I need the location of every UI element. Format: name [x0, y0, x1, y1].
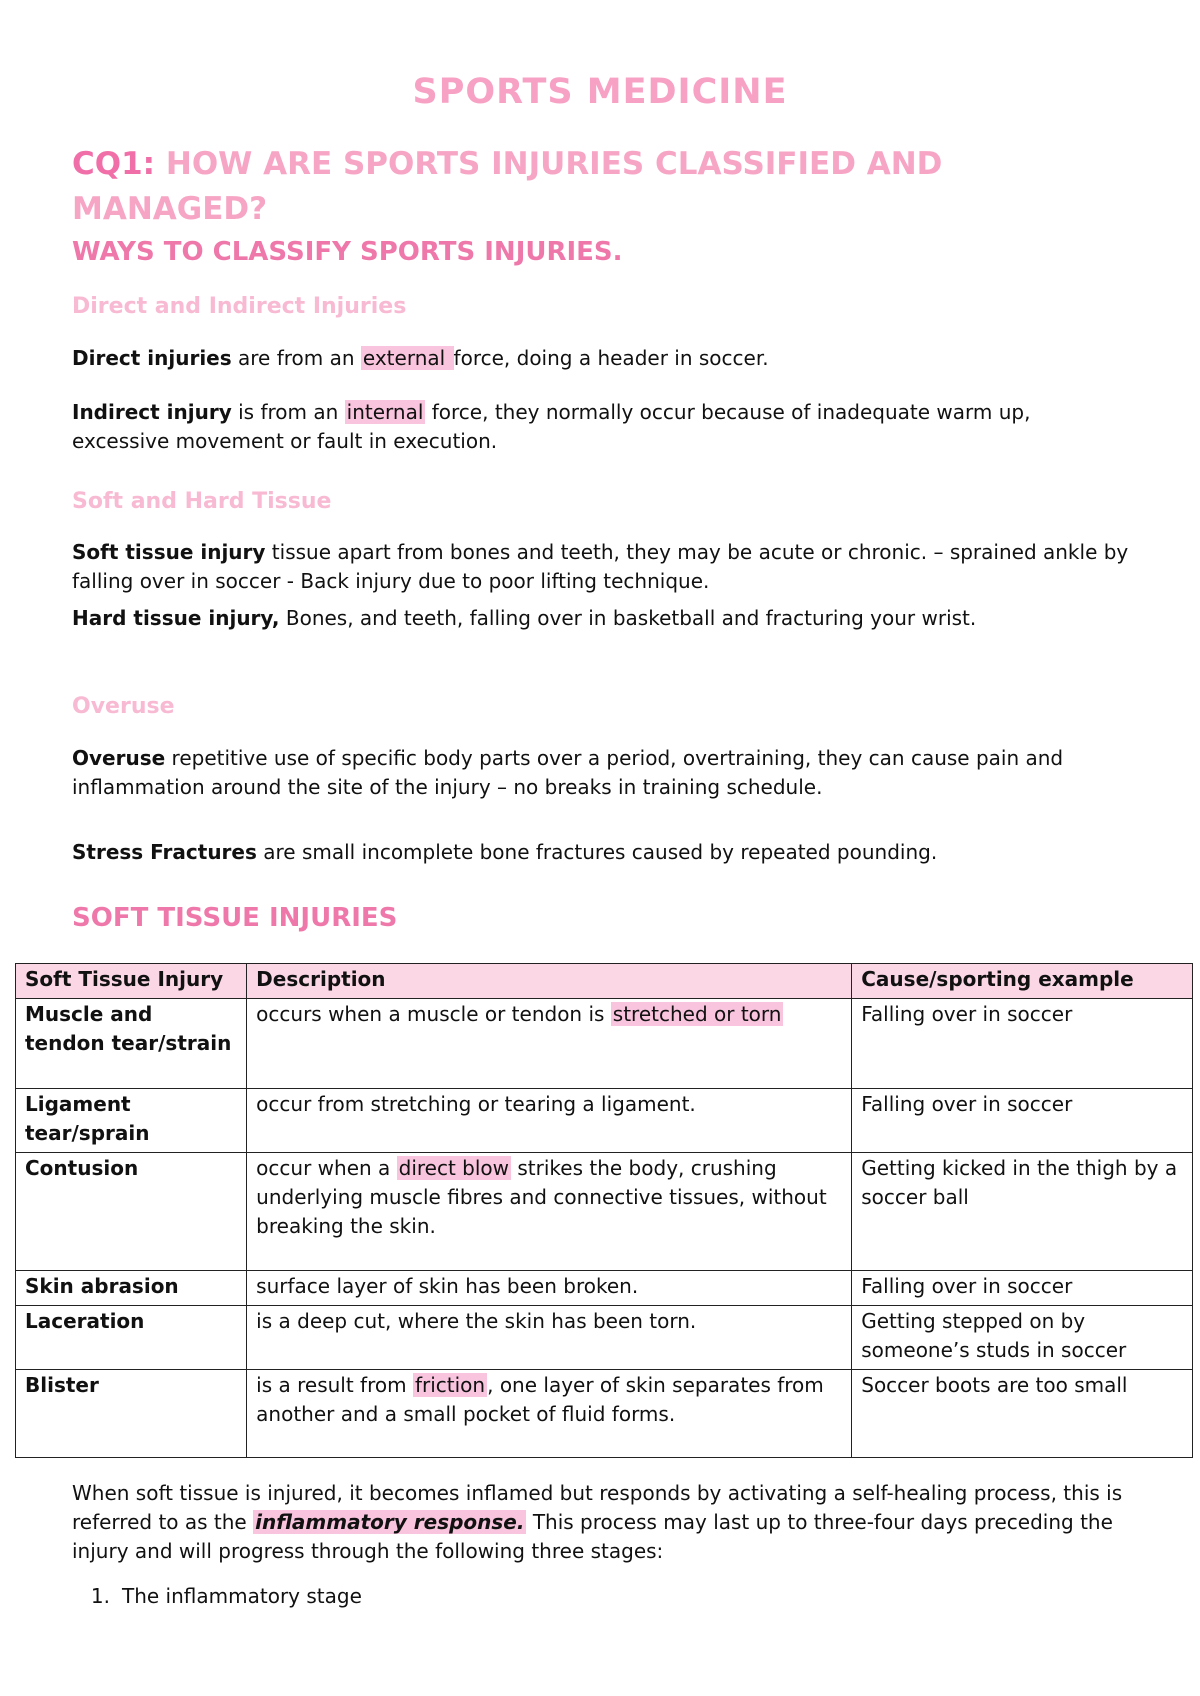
- paragraph-indirect-injury: [72, 398, 1132, 456]
- document-title: SPORTS MEDICINE: [412, 72, 788, 112]
- text: occur when a: [256, 1156, 397, 1180]
- cell-cause: Soccer boots are too small: [852, 1370, 1193, 1458]
- paragraph-inflammatory-response: [72, 1479, 1132, 1566]
- cell-cause: Falling over in soccer: [852, 1089, 1193, 1153]
- text: occur from stretching or tearing a ligament.: [256, 1092, 696, 1116]
- table-row: [16, 1089, 1193, 1153]
- column-header-injury: Soft Tissue Injury: [16, 964, 247, 999]
- text: When soft tissue is injured, it becomes inflamed but responds by activating a self-healing process, this is referred to as the: [72, 1481, 1123, 1534]
- term-indirect-injury: Indirect injury: [72, 400, 232, 424]
- text: force, doing a header in soccer.: [453, 346, 769, 370]
- table-row: [16, 1370, 1193, 1458]
- table-row: [16, 1271, 1193, 1306]
- cq-heading: [72, 142, 1132, 232]
- cell-injury-name: Contusion: [16, 1153, 247, 1271]
- section-heading-classify: WAYS TO CLASSIFY SPORTS INJURIES.: [72, 237, 623, 267]
- text: repetitive use of specific body parts over a period, overtraining, they can cause pain and inflammation around the site of the injury – no breaks in training schedule.: [72, 746, 1064, 799]
- list-item-text: The inflammatory stage: [122, 1584, 362, 1608]
- list-number: 1.: [90, 1584, 110, 1608]
- term-direct-injuries: Direct injuries: [72, 346, 232, 370]
- cell-description: [247, 1153, 852, 1271]
- paragraph-soft-tissue-injury: [72, 538, 1132, 596]
- paragraph-direct-injuries: [72, 344, 1132, 373]
- soft-tissue-injury-table: [15, 963, 1193, 1458]
- highlight-friction: friction: [414, 1373, 486, 1397]
- cell-injury-name: Ligament tear/sprain: [16, 1089, 247, 1153]
- cell-description: [247, 1089, 852, 1153]
- text: surface layer of skin has been broken.: [256, 1274, 639, 1298]
- section-heading-soft-tissue: SOFT TISSUE INJURIES: [72, 903, 398, 933]
- table-row: [16, 999, 1193, 1089]
- cell-injury-name: Blister: [16, 1370, 247, 1458]
- cell-injury-name: Skin abrasion: [16, 1271, 247, 1306]
- cell-cause: Getting kicked in the thigh by a soccer ball: [852, 1153, 1193, 1271]
- text: This process may last up to three-four days preceding the injury and will progress through the following three stages:: [72, 1510, 1113, 1563]
- cell-description: [247, 1271, 852, 1306]
- cell-cause: Getting stepped on by someone’s studs in soccer: [852, 1306, 1193, 1370]
- subheading-overuse: Overuse: [72, 694, 175, 719]
- cq-prefix: CQ1:: [72, 146, 156, 182]
- cell-injury-name: Muscle and tendon tear/strain: [16, 999, 247, 1089]
- cell-description: [247, 999, 852, 1089]
- text: tissue apart from bones and teeth, they may be acute or chronic. – sprained ankle by falling over in soccer - Back injury due to poor lifting technique.: [72, 540, 1129, 593]
- term-stress-fractures: Stress Fractures: [72, 840, 257, 864]
- table-row: [16, 1306, 1193, 1370]
- cell-description: [247, 1306, 852, 1370]
- text: occurs when a muscle or tendon is: [256, 1002, 611, 1026]
- text: is a deep cut, where the skin has been torn.: [256, 1309, 697, 1333]
- stages-list: [72, 1582, 362, 1611]
- cq-text: HOW ARE SPORTS INJURIES CLASSIFIED AND MANAGED?: [72, 146, 943, 227]
- table-row: [16, 1153, 1193, 1271]
- text: are small incomplete bone fractures caused by repeated pounding.: [256, 840, 938, 864]
- text: , one layer of skin separates from another and a small pocket of fluid forms.: [256, 1373, 824, 1426]
- subheading-soft-hard-tissue: Soft and Hard Tissue: [72, 489, 332, 514]
- text: force, they normally occur because of inadequate warm up, excessive movement or fault in execution.: [72, 400, 1031, 453]
- term-overuse: Overuse: [72, 746, 166, 770]
- cell-description: [247, 1370, 852, 1458]
- column-header-cause: Cause/sporting example: [852, 964, 1193, 999]
- paragraph-overuse: [72, 744, 1132, 802]
- term-soft-tissue-injury: Soft tissue injury: [72, 540, 266, 564]
- list-item: [72, 1582, 362, 1611]
- table-header-row: [16, 964, 1193, 999]
- highlight-direct-blow: direct blow: [398, 1156, 510, 1180]
- text: are from an: [231, 346, 361, 370]
- column-header-description: Description: [247, 964, 852, 999]
- highlight-inflammatory-response: inflammatory response.: [255, 1510, 525, 1534]
- paragraph-hard-tissue-injury: [72, 604, 1132, 633]
- text: Bones, and teeth, falling over in basketball and fracturing your wrist.: [279, 606, 977, 630]
- highlight-stretched-or-torn: stretched or torn: [612, 1002, 782, 1026]
- highlight-internal: internal: [346, 400, 424, 424]
- term-hard-tissue-injury: Hard tissue injury,: [72, 606, 280, 630]
- highlight-external: external: [362, 346, 452, 370]
- cell-cause: Falling over in soccer: [852, 1271, 1193, 1306]
- text: strikes the body, crushing underlying muscle fibres and connective tissues, without breaking the skin.: [256, 1156, 827, 1238]
- cell-cause: Falling over in soccer: [852, 999, 1193, 1089]
- subheading-direct-indirect: Direct and Indirect Injuries: [72, 294, 407, 319]
- text: is from an: [231, 400, 345, 424]
- paragraph-stress-fractures: [72, 838, 1132, 867]
- text: is a result from: [256, 1373, 413, 1397]
- cell-injury-name: Laceration: [16, 1306, 247, 1370]
